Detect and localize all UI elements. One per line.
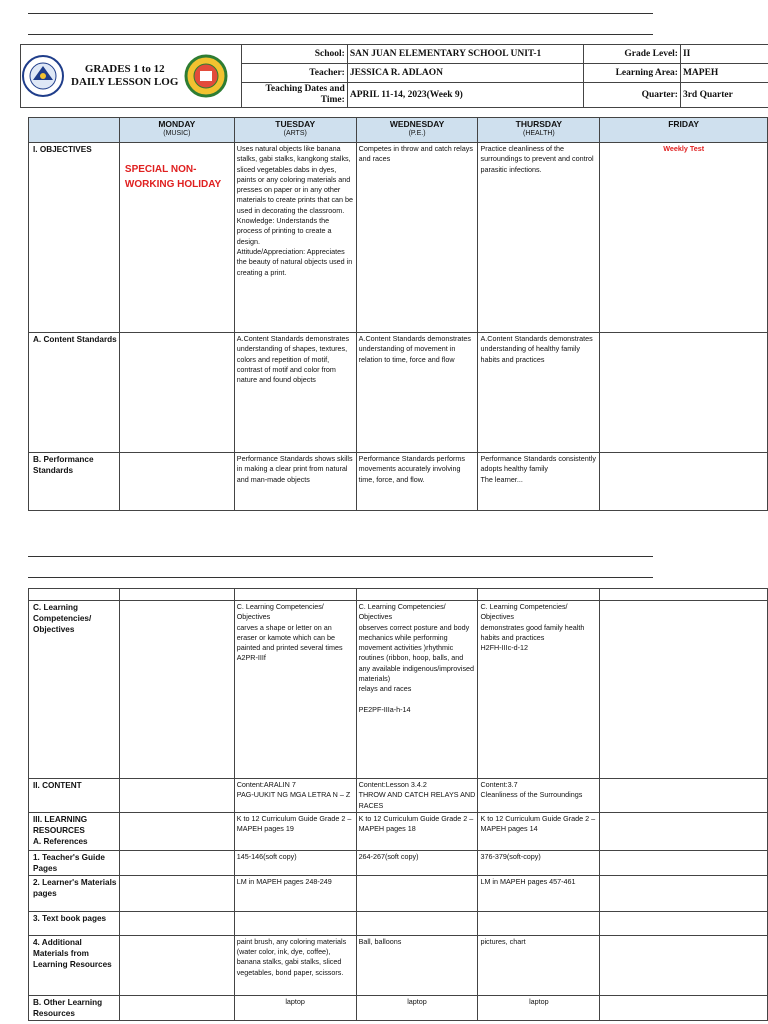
grade-level-label: Grade Level: [583, 45, 680, 64]
teachers-guide-thursday: 376-379(soft-copy) [478, 850, 600, 875]
header-title-line1: GRADES 1 to 12 [84, 63, 165, 75]
learners-materials-thursday: LM in MAPEH pages 457-461 [478, 875, 600, 911]
row-label-content-standards: A. Content Standards [29, 333, 120, 453]
teachers-guide-tuesday: 145-146(soft copy) [234, 850, 356, 875]
content-monday [119, 779, 234, 813]
additional-friday [600, 935, 768, 995]
content-standards-monday [119, 333, 234, 453]
other-thursday: laptop [478, 995, 600, 1020]
blank-header-0 [29, 589, 120, 601]
learning-area-value: MAPEH [680, 64, 768, 83]
header-title-line2: DAILY LESSON LOG [71, 76, 179, 88]
resources-thursday: K to 12 Curriculum Guide Grade 2 – MAPEH pages 14 [478, 812, 600, 850]
row-label-performance-standards: B. Performance Standards [29, 453, 120, 511]
performance-standards-tuesday: Performance Standards shows skills in making a clear print from natural and man-made objects [234, 453, 356, 511]
row-label-textbook: 3. Text book pages [29, 911, 120, 935]
textbook-tuesday [234, 911, 356, 935]
blank-header-4 [478, 589, 600, 601]
textbook-thursday [478, 911, 600, 935]
school-value: SAN JUAN ELEMENTARY SCHOOL UNIT-1 [347, 45, 583, 64]
learners-materials-tuesday: LM in MAPEH pages 248-249 [234, 875, 356, 911]
row-label-learning-resources: III. LEARNING RESOURCES A. References [29, 812, 120, 850]
objectives-tuesday: Uses natural objects like banana stalks, gabi stalks, kangkong stalks, sliced vegetables dabs in dyes, paints or any coloring materials and presses on paper or in any other materials to create prints that can be used in decorating the classroom. Knowledge: Understands the process of printing to create a design. Attitude/Appreciation: Appreciates the beauty of natural objects used in creating a print. [234, 143, 356, 333]
learning-area-label: Learning Area: [583, 64, 680, 83]
additional-wednesday: Ball, balloons [356, 935, 478, 995]
content-wednesday: Content:Lesson 3.4.2 THROW AND CATCH RELAYS AND RACES [356, 779, 478, 813]
deped-seal-icon [21, 54, 65, 98]
row-label-other-resources: B. Other Learning Resources [29, 995, 120, 1020]
objectives-thursday: Practice cleanliness of the surroundings to prevent and control parasitic infections. [478, 143, 600, 333]
resources-wednesday: K to 12 Curriculum Guide Grade 2 – MAPEH pages 18 [356, 812, 478, 850]
day-header-monday: MONDAY (MUSIC) [119, 118, 234, 143]
header-table [20, 44, 768, 108]
additional-thursday: pictures, chart [478, 935, 600, 995]
row-label-learners-materials: 2. Learner's Materials pages [29, 875, 120, 911]
content-standards-friday [600, 333, 768, 453]
other-wednesday: laptop [356, 995, 478, 1020]
competencies-wednesday: C. Learning Competencies/ Objectives observes correct posture and body mechanics while performing movement activities )rhythmic routines (ribbon, hoop, balls, and any available indigenous/improvised materials) relays and races PE2PF-IIIa-h-14 [356, 601, 478, 779]
competencies-tuesday: C. Learning Competencies/ Objectives carves a shape or letter on an eraser or kamote which can be painted and printed several times A2PR-IIIf [234, 601, 356, 779]
resources-friday [600, 812, 768, 850]
weekly-test-note: Weekly Test [600, 143, 768, 333]
mid-rule-1 [28, 556, 653, 557]
lesson-log-table-2 [28, 588, 768, 1021]
corner-header [29, 118, 120, 143]
blank-header-3 [356, 589, 478, 601]
content-tuesday: Content:ARALIN 7 PAG-UUKIT NG MGA LETRA N – Z [234, 779, 356, 813]
performance-standards-wednesday: Performance Standards performs movements accurately involving time, force, and flow. [356, 453, 478, 511]
top-rule-2 [28, 34, 653, 35]
teachers-guide-friday [600, 850, 768, 875]
day-header-wednesday: WEDNESDAY (P.E.) [356, 118, 478, 143]
textbook-friday [600, 911, 768, 935]
learners-materials-monday [119, 875, 234, 911]
additional-tuesday: paint brush, any coloring materials (water color, ink, dye, coffee), banana stalks, gabi stalks, sliced vegetables, bond paper, scissors. [234, 935, 356, 995]
lesson-log-table-1 [28, 117, 768, 511]
day-header-friday: FRIDAY [600, 118, 768, 143]
day-header-thursday: THURSDAY (HEALTH) [478, 118, 600, 143]
content-thursday: Content:3.7 Cleanliness of the Surroundings [478, 779, 600, 813]
mid-rule-2 [28, 577, 653, 578]
textbook-wednesday [356, 911, 478, 935]
teaching-dates-label-line2: Time: [320, 95, 345, 105]
competencies-friday [600, 601, 768, 779]
teaching-dates-label [242, 83, 347, 108]
objectives-wednesday: Competes in throw and catch relays and races [356, 143, 478, 333]
row-label-teachers-guide: 1. Teacher's Guide Pages [29, 850, 120, 875]
teachers-guide-monday [119, 850, 234, 875]
row-label-competencies: C. Learning Competencies/ Objectives [29, 601, 120, 779]
learners-materials-wednesday [356, 875, 478, 911]
content-standards-thursday: A.Content Standards demonstrates understanding of healthy family habits and practices [478, 333, 600, 453]
teachers-guide-wednesday: 264-267(soft copy) [356, 850, 478, 875]
content-standards-wednesday: A.Content Standards demonstrates understanding of movement in relation to time, force and flow [356, 333, 478, 453]
quarter-value: 3rd Quarter [680, 83, 768, 108]
resources-monday [119, 812, 234, 850]
grade-level-value: II [680, 45, 768, 64]
resources-tuesday: K to 12 Curriculum Guide Grade 2 – MAPEH pages 19 [234, 812, 356, 850]
other-monday [119, 995, 234, 1020]
day-header-tuesday: TUESDAY (ARTS) [234, 118, 356, 143]
row-label-objectives: I. OBJECTIVES [29, 143, 120, 333]
school-seal-icon [184, 54, 228, 98]
school-label: School: [242, 45, 347, 64]
other-tuesday: laptop [234, 995, 356, 1020]
blank-header-5 [600, 589, 768, 601]
blank-header-1 [119, 589, 234, 601]
competencies-monday [119, 601, 234, 779]
content-standards-tuesday: A.Content Standards demonstrates understanding of shapes, textures, colors and repetition of motif, contrast of motif and color from nature and found objects [234, 333, 356, 453]
teaching-dates-label-line1: Teaching Dates and [265, 84, 345, 94]
holiday-text: SPECIAL NON-WORKING HOLIDAY [124, 164, 222, 190]
teaching-dates-value: APRIL 11-14, 2023(Week 9) [347, 83, 583, 108]
performance-standards-thursday: Performance Standards consistently adopts healthy family The learner... [478, 453, 600, 511]
competencies-thursday: C. Learning Competencies/ Objectives demonstrates good family health habits and practices H2FH-IIIc-d-12 [478, 601, 600, 779]
other-friday [600, 995, 768, 1020]
performance-standards-friday [600, 453, 768, 511]
row-label-additional-materials: 4. Additional Materials from Learning Resources [29, 935, 120, 995]
additional-monday [119, 935, 234, 995]
blank-header-2 [234, 589, 356, 601]
teacher-label: Teacher: [242, 64, 347, 83]
holiday-note [119, 143, 234, 333]
quarter-label: Quarter: [583, 83, 680, 108]
teacher-value: JESSICA R. ADLAON [347, 64, 583, 83]
header-title-cell [21, 45, 242, 108]
textbook-monday [119, 911, 234, 935]
top-rule-1 [28, 13, 653, 14]
learners-materials-friday [600, 875, 768, 911]
row-label-content: II. CONTENT [29, 779, 120, 813]
performance-standards-monday [119, 453, 234, 511]
content-friday [600, 779, 768, 813]
